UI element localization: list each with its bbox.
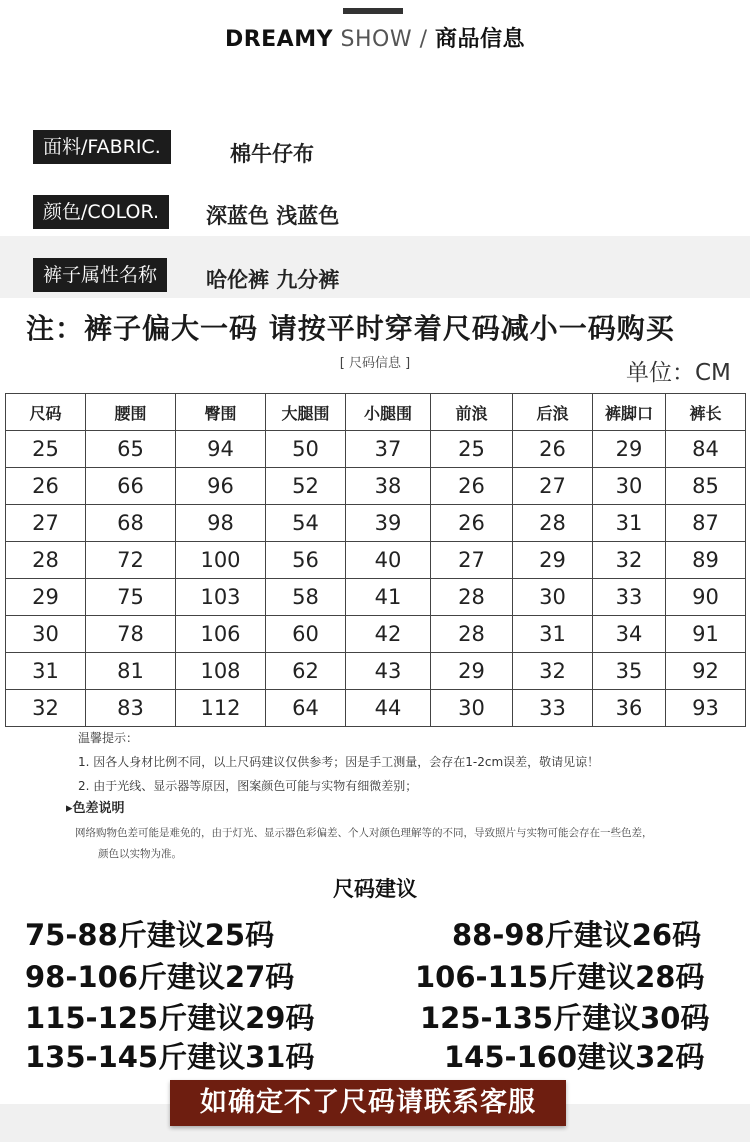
brand-light: SHOW [333, 27, 413, 52]
color-label: 颜色/COLOR. [33, 195, 169, 229]
column-header: 大腿围 [266, 394, 346, 431]
table-cell: 39 [346, 505, 431, 542]
table-cell: 29 [431, 653, 513, 690]
size-advice-item: 98-106斤建议27码 [25, 960, 295, 994]
table-cell: 84 [666, 431, 746, 468]
table-cell: 25 [431, 431, 513, 468]
table-cell: 29 [513, 542, 593, 579]
table-cell: 44 [346, 690, 431, 727]
table-cell: 52 [266, 468, 346, 505]
table-cell: 35 [593, 653, 666, 690]
column-header: 裤长 [666, 394, 746, 431]
table-cell: 85 [666, 468, 746, 505]
contact-service-button[interactable]: 如确定不了尺码请联系客服 [170, 1080, 566, 1126]
table-cell: 89 [666, 542, 746, 579]
table-cell: 96 [176, 468, 266, 505]
table-cell: 34 [593, 616, 666, 653]
table-cell: 94 [176, 431, 266, 468]
column-header: 前浪 [431, 394, 513, 431]
table-cell: 98 [176, 505, 266, 542]
table-cell: 50 [266, 431, 346, 468]
color-diff-text: 网络购物色差可能是难免的，由于灯光、显示器色彩偏差、个人对颜色理解等的不同，导致照片与实物可能会存在一些色差， [75, 827, 653, 839]
sizing-note: 注：裤子偏大一码 请按平时穿着尺码减小一码购买 [26, 312, 675, 345]
table-cell: 43 [346, 653, 431, 690]
table-cell: 37 [346, 431, 431, 468]
table-cell: 112 [176, 690, 266, 727]
table-cell: 54 [266, 505, 346, 542]
pants-type-label: 裤子属性名称 [33, 258, 167, 292]
table-cell: 91 [666, 616, 746, 653]
size-advice-item: 125-135斤建议30码 [420, 1001, 710, 1035]
table-cell: 93 [666, 690, 746, 727]
table-cell: 100 [176, 542, 266, 579]
table-cell: 81 [86, 653, 176, 690]
fabric-label: 面料/FABRIC. [33, 130, 171, 164]
size-advice-item: 75-88斤建议25码 [25, 918, 275, 952]
table-cell: 38 [346, 468, 431, 505]
table-cell: 32 [593, 542, 666, 579]
size-advice-item: 106-115斤建议28码 [415, 960, 705, 994]
table-cell: 31 [513, 616, 593, 653]
table-cell: 33 [513, 690, 593, 727]
table-cell: 29 [6, 579, 86, 616]
page-title [0, 22, 750, 53]
table-row [6, 579, 746, 616]
column-header: 后浪 [513, 394, 593, 431]
table-cell: 30 [513, 579, 593, 616]
size-info-caption: [ 尺码信息 ] [339, 356, 411, 371]
size-advice-item: 145-160建议32码 [444, 1040, 705, 1074]
brand-bold: DREAMY [224, 27, 334, 52]
size-advice-item: 135-145斤建议31码 [25, 1040, 315, 1074]
size-advice-item: 88-98斤建议26码 [452, 918, 702, 952]
table-cell: 72 [86, 542, 176, 579]
column-header: 臀围 [176, 394, 266, 431]
table-cell: 42 [346, 616, 431, 653]
table-cell: 30 [6, 616, 86, 653]
color-value: 深蓝色 浅蓝色 [206, 204, 340, 228]
table-cell: 27 [431, 542, 513, 579]
table-row [6, 542, 746, 579]
table-cell: 65 [86, 431, 176, 468]
pants-type-value: 哈伦裤 九分裤 [206, 268, 340, 292]
table-cell: 78 [86, 616, 176, 653]
column-header: 尺码 [6, 394, 86, 431]
table-cell: 28 [431, 579, 513, 616]
table-row [6, 468, 746, 505]
table-cell: 41 [346, 579, 431, 616]
size-table [5, 393, 746, 727]
table-cell: 106 [176, 616, 266, 653]
table-cell: 32 [513, 653, 593, 690]
tip-line-2: 2. 由于光线、显示器等原因，图案颜色可能与实物有细微差别； [78, 779, 418, 793]
table-cell: 26 [513, 431, 593, 468]
table-cell: 27 [6, 505, 86, 542]
table-cell: 25 [6, 431, 86, 468]
table-cell: 75 [86, 579, 176, 616]
table-cell: 66 [86, 468, 176, 505]
table-row [6, 616, 746, 653]
table-cell: 27 [513, 468, 593, 505]
size-advice-item: 115-125斤建议29码 [25, 1001, 315, 1035]
column-header: 小腿围 [346, 394, 431, 431]
table-cell: 36 [593, 690, 666, 727]
table-cell: 92 [666, 653, 746, 690]
table-cell: 26 [6, 468, 86, 505]
size-advice-title: 尺码建议 [333, 877, 417, 901]
unit-label: 单位：CM [626, 360, 731, 386]
table-cell: 90 [666, 579, 746, 616]
color-diff-title: ▸色差说明 [66, 801, 125, 816]
table-cell: 64 [266, 690, 346, 727]
tip-line-1: 1. 因各人身材比例不同，以上尺码建议仅供参考；因是手工测量，会存在1-2cm误差，敬请见谅！ [78, 755, 600, 769]
table-cell: 29 [593, 431, 666, 468]
table-cell: 30 [593, 468, 666, 505]
table-cell: 62 [266, 653, 346, 690]
table-cell: 56 [266, 542, 346, 579]
table-cell: 58 [266, 579, 346, 616]
table-row [6, 690, 746, 727]
table-cell: 26 [431, 505, 513, 542]
fabric-value: 棉牛仔布 [230, 142, 314, 166]
table-cell: 31 [593, 505, 666, 542]
table-cell: 26 [431, 468, 513, 505]
table-cell: 31 [6, 653, 86, 690]
table-cell: 60 [266, 616, 346, 653]
table-cell: 32 [6, 690, 86, 727]
table-cell: 108 [176, 653, 266, 690]
table-cell: 33 [593, 579, 666, 616]
table-row [6, 431, 746, 468]
column-header: 腰围 [86, 394, 176, 431]
table-header-row [6, 394, 746, 431]
header-accent-bar [343, 8, 403, 14]
table-cell: 87 [666, 505, 746, 542]
table-cell: 68 [86, 505, 176, 542]
table-row [6, 505, 746, 542]
table-cell: 30 [431, 690, 513, 727]
table-cell: 28 [6, 542, 86, 579]
color-diff-text-2: 颜色以实物为准。 [98, 848, 182, 860]
tips-title: 温馨提示： [78, 731, 139, 745]
section-title: 商品信息 [435, 27, 526, 52]
column-header: 裤脚口 [593, 394, 666, 431]
table-row [6, 653, 746, 690]
title-separator: / [412, 27, 436, 52]
table-cell: 28 [513, 505, 593, 542]
table-cell: 40 [346, 542, 431, 579]
table-cell: 103 [176, 579, 266, 616]
table-cell: 28 [431, 616, 513, 653]
table-cell: 83 [86, 690, 176, 727]
